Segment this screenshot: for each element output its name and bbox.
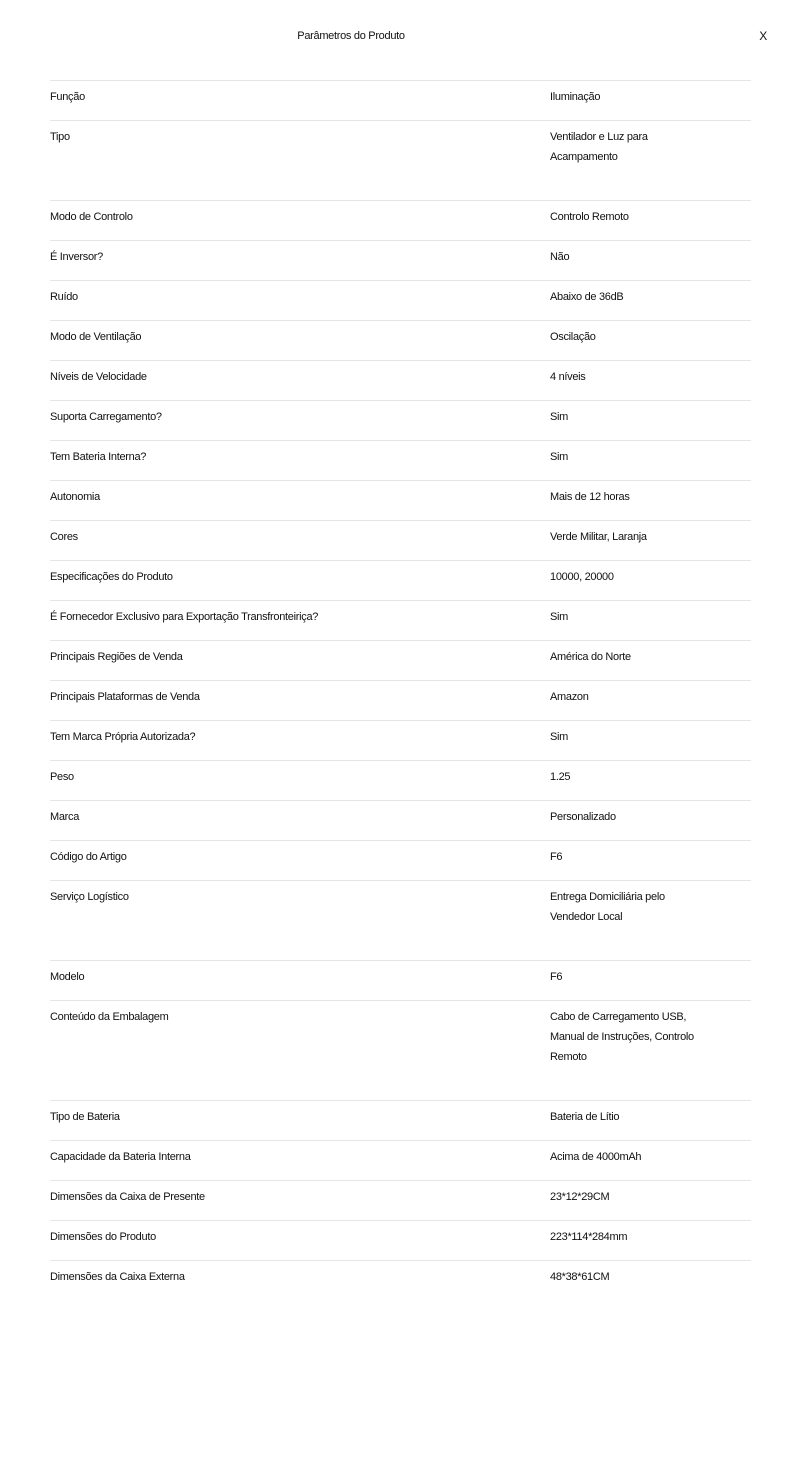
table-row: [50, 520, 751, 560]
row-value: 23*12*29CM: [550, 1191, 610, 1203]
row-label: Principais Regiões de Venda: [50, 651, 183, 663]
row-label: Modo de Ventilação: [50, 331, 142, 343]
row-label: Suporta Carregamento?: [50, 411, 162, 423]
table-row: [50, 800, 751, 840]
table-row: [50, 680, 751, 720]
row-value: Não: [550, 251, 570, 263]
table-row: [50, 320, 751, 360]
close-button[interactable]: X: [759, 29, 767, 43]
row-label: Capacidade da Bateria Interna: [50, 1151, 191, 1163]
row-value: Sim: [550, 411, 569, 423]
table-row: [50, 640, 751, 680]
row-value: Mais de 12 horas: [550, 491, 630, 503]
row-value: Controlo Remoto: [550, 211, 629, 223]
row-label: É Inversor?: [50, 251, 103, 263]
table-row: [50, 1000, 751, 1100]
row-value: Abaixo de 36dB: [550, 291, 624, 303]
row-label: Principais Plataformas de Venda: [50, 691, 200, 703]
parameters-table: [50, 80, 751, 1300]
row-value: 1.25: [550, 771, 571, 783]
row-label: Tem Bateria Interna?: [50, 451, 147, 463]
row-value: F6: [550, 851, 563, 863]
row-label: Especificações do Produto: [50, 571, 173, 583]
row-value: Bateria de Lítio: [550, 1111, 620, 1123]
table-row: [50, 200, 751, 240]
table-row: [50, 720, 751, 760]
table-row: [50, 400, 751, 440]
table-row: [50, 760, 751, 800]
row-label: Níveis de Velocidade: [50, 371, 147, 383]
row-label: Peso: [50, 771, 74, 783]
modal-header: [0, 0, 800, 72]
table-row: [50, 120, 751, 200]
row-label: Marca: [50, 811, 80, 823]
table-row: [50, 240, 751, 280]
table-row: [50, 1260, 751, 1300]
table-row: [50, 560, 751, 600]
row-value: Acima de 4000mAh: [550, 1151, 642, 1163]
row-label: Modo de Controlo: [50, 211, 133, 223]
table-row: [50, 600, 751, 640]
row-label: Tipo de Bateria: [50, 1111, 120, 1123]
row-label: Cores: [50, 531, 78, 543]
row-value: Sim: [550, 731, 569, 743]
row-label: Tipo: [50, 131, 70, 143]
page-title: Parâmetros do Produto: [297, 30, 405, 42]
table-row: [50, 1220, 751, 1260]
table-row: [50, 360, 751, 400]
row-label: Dimensões da Caixa de Presente: [50, 1191, 205, 1203]
table-row: [50, 80, 751, 120]
row-label: Modelo: [50, 971, 85, 983]
row-value: Ventilador e Luz para Acampamento: [550, 131, 648, 163]
row-value: Sim: [550, 611, 569, 623]
row-value: 223*114*284mm: [550, 1231, 628, 1243]
table-row: [50, 960, 751, 1000]
row-value: Amazon: [550, 691, 589, 703]
row-value: 4 níveis: [550, 371, 586, 383]
table-row: [50, 1100, 751, 1140]
row-value: 48*38*61CM: [550, 1271, 610, 1283]
row-label: Ruído: [50, 291, 78, 303]
table-row: [50, 880, 751, 960]
row-label: Conteúdo da Embalagem: [50, 1011, 169, 1023]
row-value: Oscilação: [550, 331, 596, 343]
row-value: Iluminação: [550, 91, 601, 103]
row-value: 10000, 20000: [550, 571, 614, 583]
row-value: F6: [550, 971, 563, 983]
row-value: América do Norte: [550, 651, 631, 663]
row-label: Dimensões do Produto: [50, 1231, 156, 1243]
table-row: [50, 1180, 751, 1220]
table-row: [50, 840, 751, 880]
row-value: Verde Militar, Laranja: [550, 531, 647, 543]
row-label: Serviço Logístico: [50, 891, 129, 903]
table-row: [50, 280, 751, 320]
table-row: [50, 440, 751, 480]
row-label: Dimensões da Caixa Externa: [50, 1271, 185, 1283]
row-label: É Fornecedor Exclusivo para Exportação Transfronteiriça?: [50, 611, 319, 623]
row-label: Autonomia: [50, 491, 100, 503]
row-label: Função: [50, 91, 85, 103]
row-value: Cabo de Carregamento USB, Manual de Instruções, Controlo Remoto: [550, 1011, 694, 1063]
row-value: Sim: [550, 451, 569, 463]
table-row: [50, 480, 751, 520]
table-row: [50, 1140, 751, 1180]
row-value: Entrega Domiciliária pelo Vendedor Local: [550, 891, 665, 923]
row-label: Tem Marca Própria Autorizada?: [50, 731, 196, 743]
row-value: Personalizado: [550, 811, 616, 823]
row-label: Código do Artigo: [50, 851, 127, 863]
